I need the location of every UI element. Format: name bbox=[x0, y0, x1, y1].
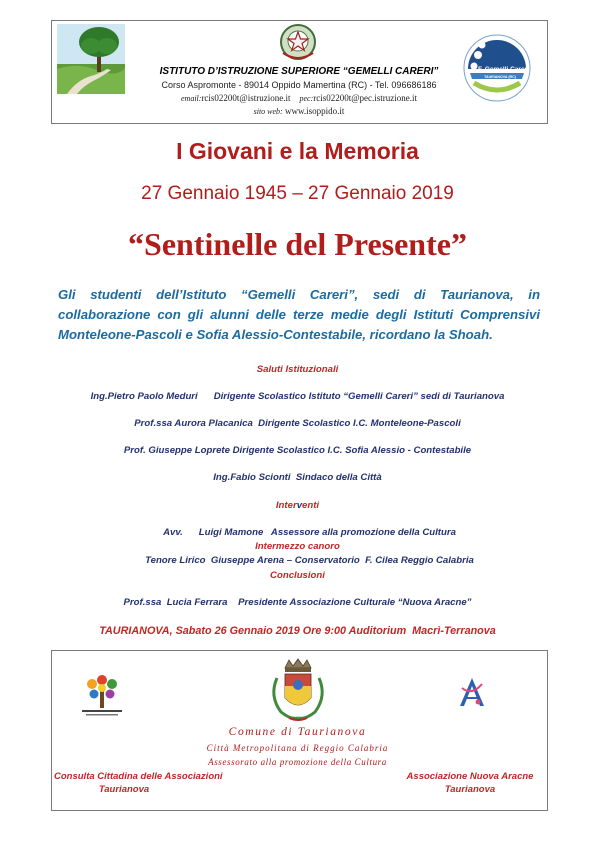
nuova-aracne-logo-icon bbox=[454, 676, 490, 712]
right-logo-subtext: TAURIANOVA (RC) bbox=[484, 75, 516, 79]
comune-assessorato: Assessorato alla promozione della Cultura bbox=[208, 757, 387, 767]
right-logo-text: G.F. Gemelli Careri bbox=[471, 66, 529, 73]
school-website bbox=[120, 106, 478, 116]
interventi-heading-part-a: Inter bbox=[275, 500, 297, 511]
comune-name: Comune di Taurianova bbox=[228, 726, 367, 738]
italian-republic-emblem-icon bbox=[278, 23, 318, 61]
intermezzo-heading: Intermezzo canoro bbox=[255, 541, 340, 552]
aracne-city: Taurianova bbox=[444, 784, 496, 795]
email-label: email: bbox=[181, 94, 202, 103]
program-line-meduri: Ing.Pietro Paolo Meduri Dirigente Scolastico Istituto “Gemelli Careri” sedi di Taurianova bbox=[90, 391, 505, 402]
tree-path-logo-icon bbox=[57, 24, 125, 94]
program-line-mamone: Avv. Luigi Mamone Assessore alla promozione della Cultura bbox=[163, 527, 456, 538]
conclusioni-heading: Conclusioni bbox=[270, 570, 325, 581]
program-line-arena: Tenore Lirico Giuseppe Arena – Conservatorio F. Cilea Reggio Calabria bbox=[145, 555, 474, 566]
aracne-name: Associazione Nuova Aracne bbox=[406, 771, 534, 782]
program-line-scionti: Ing.Fabio Scionti Sindaco della Città bbox=[213, 472, 382, 483]
page-title: I Giovani e la Memoria bbox=[176, 138, 419, 164]
school-contacts bbox=[120, 93, 478, 103]
event-slogan: “Sentinelle del Presente” bbox=[128, 226, 467, 262]
event-details: TAURIANOVA, Sabato 26 Gennaio 2019 Ore 9:00 Auditorium Macrì-Terranova bbox=[99, 625, 496, 637]
site-label: sito web: bbox=[253, 107, 283, 116]
school-name: ISTITUTO D’ISTRUZIONE SUPERIORE “GEMELLI CARERI” bbox=[159, 66, 439, 77]
intro-paragraph: Gli studenti dell’Istituto “Gemelli Careri”, sedi di Taurianova, in collaborazione con gli alunni delle terze medie degli Istituti Comprensivi Monteleone-Pascoli e Sofia Alessio-Contestabile, ricordano la Shoah. bbox=[58, 287, 540, 342]
pec-value: rcis02200t@pec.istruzione.it bbox=[313, 93, 417, 103]
consulta-name: Consulta Cittadina delle Associazioni bbox=[54, 771, 223, 782]
school-address: Corso Aspromonte - 89014 Oppido Mamertina (RC) - Tel. 096686186 bbox=[161, 80, 437, 90]
consulta-city: Taurianova bbox=[98, 784, 150, 795]
event-dates: 27 Gennaio 1945 – 27 Gennaio 2019 bbox=[141, 183, 454, 204]
comune-metropolitan-city: Città Metropolitana di Reggio Calabria bbox=[206, 743, 389, 753]
program-line-placanica: Prof.ssa Aurora Placanica Dirigente Scolastico I.C. Monteleone-Pascoli bbox=[134, 418, 461, 429]
taurianova-coat-of-arms-icon bbox=[263, 658, 333, 724]
interventi-heading bbox=[0, 500, 595, 511]
program-line-ferrara: Prof.ssa Lucia Ferrara Presidente Associazione Culturale “Nuova Aracne” bbox=[123, 597, 472, 608]
saluti-heading: Saluti Istituzionali bbox=[256, 364, 339, 375]
email-value: rcis02200t@istruzione.it bbox=[201, 93, 291, 103]
consulta-tree-logo-icon bbox=[80, 668, 124, 718]
program-line-loprete: Prof. Giuseppe Loprete Dirigente Scolastico I.C. Sofia Alessio - Contestabile bbox=[123, 445, 472, 456]
site-value: www.isoppido.it bbox=[284, 106, 345, 116]
interventi-heading-part-c: enti bbox=[302, 500, 320, 511]
interventi-heading-part-b: v bbox=[296, 500, 303, 511]
pec-label: pec: bbox=[299, 94, 314, 103]
